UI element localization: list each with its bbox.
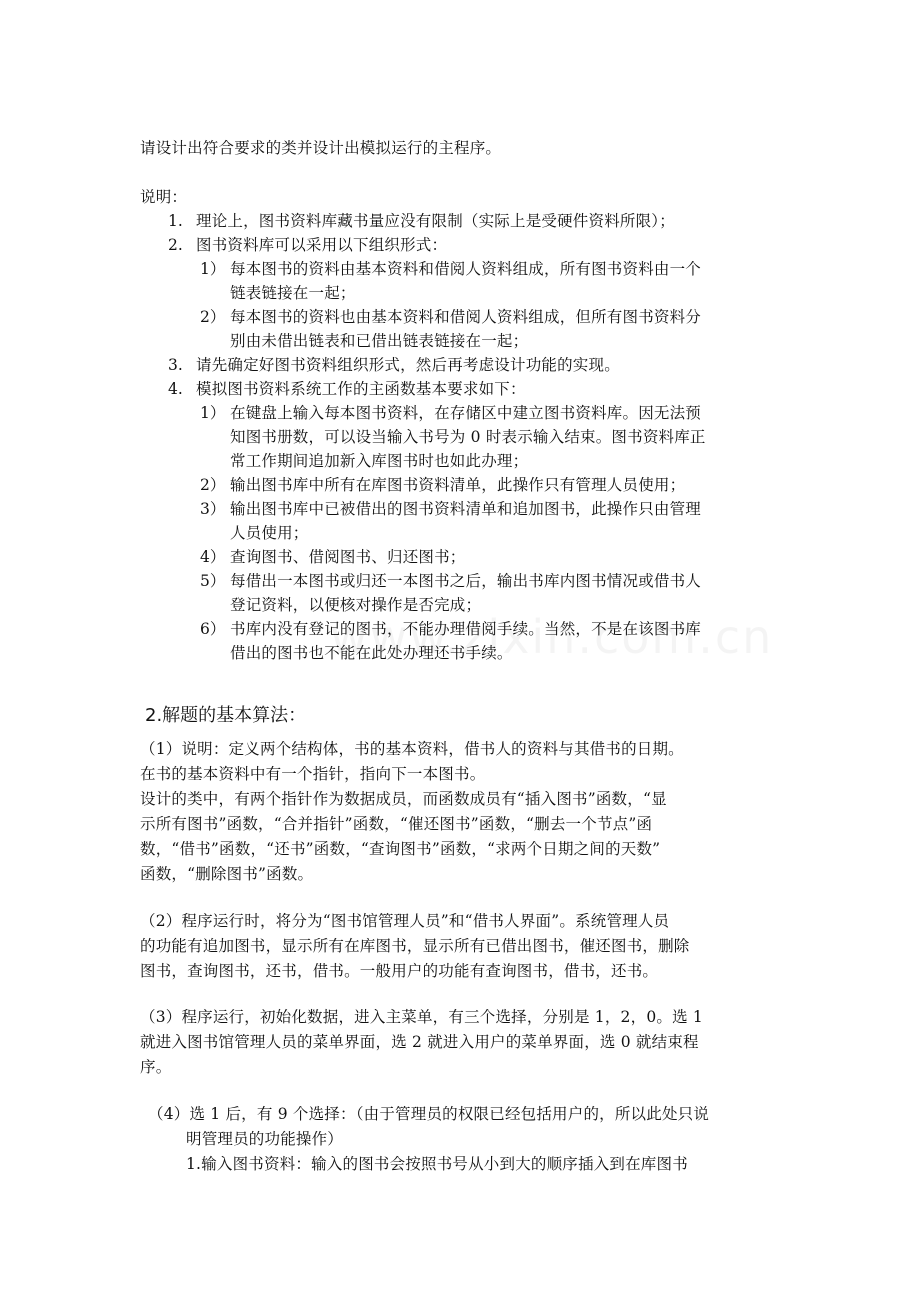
paragraph-line: 就进入图书馆管理人员的菜单界面，选 2 就进入用户的菜单界面，选 0 就结束程 bbox=[140, 1033, 699, 1051]
sub-list-item-text: 书库内没有登记的图书，不能办理借阅手续。当然，不是在该图书库 bbox=[230, 620, 702, 638]
paragraph-line: 在书的基本资料中有一个指针，指向下一本图书。 bbox=[140, 765, 486, 783]
sub-list-number: 1） bbox=[200, 404, 226, 422]
sub-list-item-text: 每借出一本图书或归还一本图书之后，输出书库内图书情况或借书人 bbox=[230, 572, 702, 590]
sub-list-number: 2） bbox=[200, 476, 226, 494]
sub-list-item-text: 查询图书、借阅图书、归还图书； bbox=[230, 548, 466, 566]
sub-list-number: 4） bbox=[200, 548, 226, 566]
list-item-text: 理论上，图书资料库藏书量应没有限制（实际上是受硬件资料所限）； bbox=[196, 212, 675, 230]
paragraph-line: 1.输入图书资料：输入的图书会按照书号从小到大的顺序插入到在库图书 bbox=[186, 1155, 688, 1173]
notes-title: 说明： bbox=[140, 188, 188, 206]
sub-list-number: 3） bbox=[200, 500, 226, 518]
sub-list-item-text: 每本图书的资料也由基本资料和借阅人资料组成，但所有图书资料分 bbox=[230, 308, 702, 326]
sub-list-item-text: 知图书册数，可以设当输入书号为 0 时表示输入结束。图书资料库正 bbox=[230, 428, 706, 446]
list-item-text: 图书资料库可以采用以下组织形式： bbox=[196, 236, 448, 254]
sub-list-number: 2） bbox=[200, 308, 226, 326]
list-number: 4. bbox=[168, 380, 183, 398]
paragraph-line: 的功能有追加图书，显示所有在库图书，显示所有已借出图书，催还图书，删除 bbox=[140, 937, 690, 955]
sub-list-item-text: 链表链接在一起； bbox=[230, 284, 356, 302]
paragraph-line: （1）说明：定义两个结构体，书的基本资料，借书人的资料与其借书的日期。 bbox=[140, 740, 684, 758]
intro-line: 请设计出符合要求的类并设计出模拟运行的主程序。 bbox=[140, 139, 502, 157]
sub-list-item-text: 输出图书库中已被借出的图书资料清单和追加图书，此操作只由管理 bbox=[230, 500, 702, 518]
sub-list-number: 1） bbox=[200, 260, 226, 278]
sub-list-item-text: 人员使用； bbox=[230, 524, 309, 542]
paragraph-line: 示所有图书”函数，“合并指针”函数，“催还图书”函数，“删去一个节点”函 bbox=[140, 815, 653, 833]
paragraph-line: 函数，“删除图书”函数。 bbox=[140, 865, 314, 883]
sub-list-item-text: 别由未借出链表和已借出链表链接在一起； bbox=[230, 332, 529, 350]
paragraph-line: （4）选 1 后，有 9 个选择：（由于管理员的权限已经包括用户的，所以此处只说 bbox=[148, 1105, 710, 1123]
sub-list-number: 5） bbox=[200, 572, 226, 590]
paragraph-line: 序。 bbox=[140, 1058, 172, 1076]
sub-list-item-text: 借出的图书也不能在此处办理还书手续。 bbox=[230, 644, 513, 662]
sub-list-item-text: 在键盘上输入每本图书资料，在存储区中建立图书资料库。因无法预 bbox=[230, 404, 702, 422]
sub-list-item-text: 每本图书的资料由基本资料和借阅人资料组成，所有图书资料由一个 bbox=[230, 260, 702, 278]
paragraph-line: 明管理员的功能操作） bbox=[186, 1130, 344, 1148]
list-number: 1. bbox=[168, 212, 183, 230]
list-item-text: 模拟图书资料系统工作的主函数基本要求如下： bbox=[196, 380, 526, 398]
section-heading: 2.解题的基本算法： bbox=[145, 705, 307, 726]
sub-list-item-text: 输出图书库中所有在库图书资料清单，此操作只有管理人员使用； bbox=[230, 476, 686, 494]
sub-list-item-text: 登记资料，以便核对操作是否完成； bbox=[230, 596, 482, 614]
list-item-text: 请先确定好图书资料组织形式，然后再考虑设计功能的实现。 bbox=[196, 356, 620, 374]
paragraph-line: 设计的类中，有两个指针作为数据成员，而函数成员有“插入图书”函数，“显 bbox=[140, 790, 667, 808]
sub-list-item-text: 常工作期间追加新入库图书时也如此办理； bbox=[230, 452, 529, 470]
list-number: 3. bbox=[168, 356, 183, 374]
paragraph-line: （2）程序运行时，将分为“图书馆管理人员”和“借书人界面”。系统管理人员 bbox=[140, 912, 670, 930]
sub-list-number: 6） bbox=[200, 620, 226, 638]
list-number: 2. bbox=[168, 236, 183, 254]
paragraph-line: （3）程序运行，初始化数据，进入主菜单，有三个选择，分别是 1，2，0。选 1 bbox=[140, 1008, 703, 1026]
paragraph-line: 图书，查询图书，还书，借书。一般用户的功能有查询图书，借书，还书。 bbox=[140, 962, 659, 980]
paragraph-line: 数，“借书”函数，“还书”函数，“查询图书”函数，“求两个日期之间的天数” bbox=[140, 840, 661, 858]
